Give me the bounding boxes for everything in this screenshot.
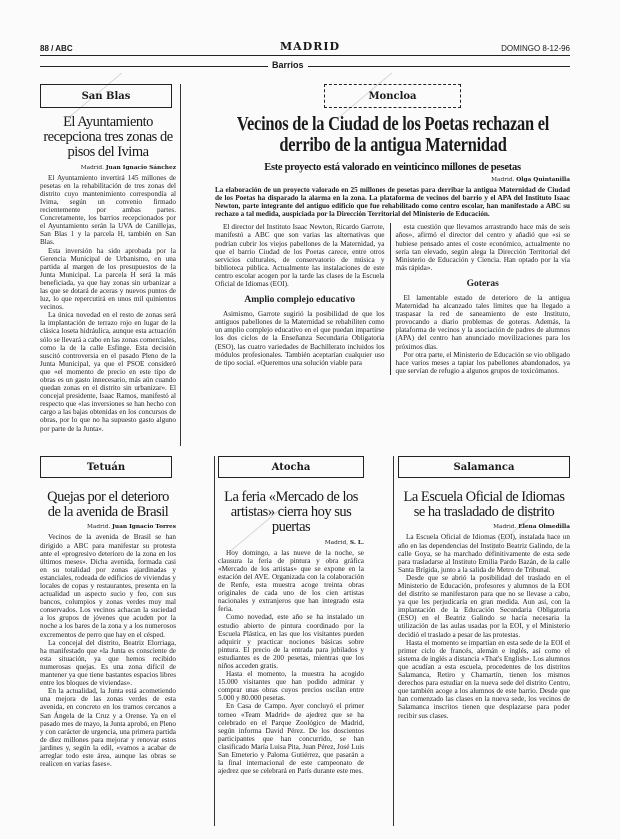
article-salamanca (398, 456, 570, 720)
district-name: San Blas (81, 90, 131, 102)
headline-salamanca: La Escuela Oficial de Idiomas se ha trasladado de distrito (403, 489, 565, 521)
article-body-atocha: Hoy domingo, a las nueve de la noche, se clausura la feria de pintura y obra gráfica «Mercado de los artistas» que se expone en la estación del AVE. Organizada con la colaboración de Renfe, esta muestra acoge treinta obras originales de cada uno de los cien artistas nacionales y extranjeros que han integrado esta feria. Como novedad, este año se ha instalado un estudio abierto de pintura coordinado por la Escuela Plástica, en las que los visitantes pueden adquirir y practicar nociones básicas sobre pintura. El precio de la entrada para jubilados y estudiantes es de 200 pesetas, mientras que los niños acceden gratis. Hasta el momento, la muestra ha acogido 15.000 visitantes que han podido admirar y comprar unas obras cuyos precios oscilan entre 5.000 y 80.000 pesetas. En Casa de Campo. Ayer concluyó el primer torneo «Team Madrid» de ajedrez que se ha celebrado en el Parque Zoológico de Madrid, según informa David Pérez. De los doscientos participantes que han concurrido, se han clasificado María Luisa Pita, Juan Pérez, José Luis San Emeterio y Paloma Gutiérrez, que pasarán a la final internacional de este campeonato de ajedrez que se celebrará en París durante este mes. (218, 548, 364, 776)
headline-san-blas: El Ayuntamiento recepciona tres zonas de pisos del Ivima (43, 114, 173, 161)
article-body-salamanca: La Escuela Oficial de Idiomas (EOI), instalada hace un año en las dependencias del Instituto Beatriz Galindo, de la calle Goya, se ha marchado definitivamente de esta sede para trasladarse al Instituto Emilia Pardo Bazán, de la calle Santa Brígida, junto a la salida de Metro de Tribunal. Desde que se abrió la posibilidad del traslado en el Ministerio de Educación, profesores y alumnos de la EOI del distrito se manifestaron para que no se llevase a cabo, ya que les perjudicaría en gran medida. Aun así, con la implantación de la Educación Secundaria Obligatoria (ESO) en el Beatriz Galindo se hacía necesaria la utilización de las aulas usadas por la EOI, y el Ministerio decidió el traslado a pesar de las protestas. Hasta el momento se impartían en esta sede de la EOI el primer ciclo de francés, alemán e inglés, así como el sistema de inglés a distancia «That's English». Los alumnos que acudían a esta escuela, procedentes de los distritos Salamanca, Retiro y Chamartín, tienen los mismos derechos para estudiar en la nueva sede del distrito Centro, que también acoge a los alumnos de este barrio. Desde que han comenzado las clases en la nueva sede, los vecinos de Salamanca inscritos tienen que desplazarse para poder recibir sus clases. (398, 533, 570, 720)
byline: Madrid. Olga Quintanilla (491, 177, 570, 184)
byline: Madrid. Juan Ignacio Torres (87, 524, 176, 531)
header-rule (40, 55, 570, 56)
district-name: Salamanca (453, 461, 515, 473)
district-name: Tetuán (86, 461, 126, 473)
article-body-tetuan: Vecinos de la avenida de Brasil se han dirigido a ABC para manifestar su protesta ante el «progresivo deterioro de la zona en los últimos meses». Dicha avenida, formada casi en su totalidad por zonas ajardinadas y estanciales, rodeada de edificios de viviendas y locales de copas y restaurantes, presenta en la actualidad un aspecto sucio y feo, con sus bancos, columpios y zonas verdes muy mal conservados. Los vecinos achacan la suciedad a los grupos de jóvenes que acuden por la noche a los bares de la zona y a los numerosos excrementos de perro que hay en el césped. La concejal del distrito, Beatriz Elorriaga, ha manifestado que «la Junta es consciente de esta situación, ya que hemos recibido numerosas quejas. Es una zona difícil de mantener ya que tiene bastantes espacios libres entre los bloques de viviendas». En la actualidad, la Junta está acometiendo una mejora de las zonas verdes de esta avenida, en concreto en los tramos cercanos a San Ángela de la Cruz y a Orense. Ya en el pasado mes de mayo, la Junta aprobó, en Pleno y con carácter de urgencia, una primera partida de diez millones para mejorar y renovar estos jardines y, según la edil, «vamos a acabar de arreglar todo este área, aunque las obras se realicen en varias fases». (40, 533, 176, 769)
headline-moncloa: Vecinos de la Ciudad de los Poetas rechazan el derribo de la antigua Maternidad (236, 113, 549, 156)
article-tetuan (40, 456, 176, 768)
article-column-2-moncloa: esta cuestión que llevamos arrastrando hace más de seis años», afirmó el director del centro y añadió que «si se hubiese pensado antes el coste económico, actualmente no sería tan elevado, según alega la Dirección Territorial del Ministerio de Educación y Ciencia. Han optado por la vía más rápida». Goteras El lamentable estado de deterioro de la antigua Maternidad ha alcanzado tales límites que ha llegado a traspasar la red de saneamiento de este Instituto, provocando a diario problemas de goteras. Además, la plataforma de vecinos y la asociación de padres de alumnos (APA) del centro han anunciado movilizaciones para los próximos días. Por otra parte, el Ministerio de Educación se vio obligado hace varios meses a tapiar los pabellones abandonados, ya que servían de refugio a algunos grupos de toxicómanos. (395, 223, 570, 375)
section-subhead: Amplio complejo educativo (244, 295, 356, 306)
issue-date: DOMINGO 8-12-96 (501, 44, 570, 53)
subsection-title: Barrios (268, 60, 308, 70)
article-atocha (218, 456, 364, 775)
headline-atocha: La feria «Mercado de los artistas» cierra hoy sus puertas (224, 489, 358, 536)
district-label-san-blas (40, 84, 172, 108)
district-label-moncloa (324, 84, 461, 108)
subheadline-moncloa: Este proyecto está valorado en veinticinco millones de pesetas (264, 162, 521, 173)
section-title: MADRID (279, 40, 341, 53)
district-label-salamanca (398, 456, 570, 478)
article-san-blas (40, 84, 176, 433)
article-moncloa-header (215, 84, 570, 375)
district-name: Atocha (271, 461, 311, 473)
article-columns-moncloa (215, 223, 570, 375)
district-label-atocha (218, 456, 364, 478)
headline-tetuan: Quejas por el deterioro de la avenida de Brasil (47, 489, 169, 521)
column-divider (390, 223, 391, 375)
district-label-tetuan (40, 456, 172, 478)
article-lead-moncloa: La elaboración de un proyecto valorado en 25 millones de pesetas para derribar la antigua Maternidad de Ciudad de los Poetas ha disparado la alarma en la zona. La plataforma de vecinos del barrio y el APA del Instituto Isaac Newton, parte integrante del antiguo edificio que fue rehabilitado como centro escolar, han manifestado a ABC su rechazo a tal medida, auspiciada por la Dirección Territorial del Ministerio de Educación. (215, 186, 570, 219)
byline: Madrid. Elena Olmedilla (493, 524, 570, 531)
byline: Madrid, S. L. (324, 539, 364, 546)
byline: Madrid. Juan Ignacio Sánchez (80, 164, 176, 171)
page-number: 88 / ABC (40, 44, 73, 53)
article-column-1-moncloa: El director del Instituto Isaac Newton, Ricardo Garrote, manifestó a ABC que son varias las alternativas que podrían cubrir los viejos pabellones de la Maternidad, ya que el barrio Ciudad de los Poetas carece, entre otros servicios culturales, de conservatorio de música y biblioteca pública. Actualmente las instalaciones de este centro escolar acogen por la tarde las clases de la Escuela Oficial de Idiomas (EOI). Amplio complejo educativo Asimismo, Garrote sugirió la posibilidad de que los antiguos pabellones de la Maternidad se rehabiliten como un amplio complejo educativo en el que puedan impartirse los dos ciclos de la Enseñanza Secundaria Obligatoria (ESO), las cuatro variedades de Bachillerato incluidos los módulos profesionales. También aceptarían cualquier uso de tipo social. «Queremos una solución viable para (215, 223, 385, 367)
section-subhead: Goteras (466, 278, 499, 289)
district-name: Moncloa (368, 90, 417, 102)
column-divider (214, 456, 215, 826)
column-divider (393, 456, 394, 826)
article-body-san-blas: El Ayuntamiento invertirá 145 millones de pesetas en la rehabilitación de tres zonas del distrito cuyo mantenimiento correspondía al Ivima, según un convenio firmado recientemente por ambas partes. Concretamente, los barrios recepcionados por el Ayuntamiento serán la UVA de Canillejas, San Blas 1 y la parcela H, también en San Blas. Esta inversión ha sido aprobada por la Gerencia Municipal de Urbanismo, en una partida al margen de los presupuestos de la Junta Municipal. La parcela H será la más beneficiada, ya que hay zonas sin urbanizar a las que se dotará de aceras y nuevos puntos de luz, lo que repercutirá en unos mil quinientos vecinos. La única novedad en el resto de zonas será la implantación de terrazo rojo en lugar de la clásica loseta hidráulica, aunque esta actuación sólo se llevará a cabo en las zonas comerciales, como la de la calle Esfinge. Esta decisión suscitó controversia en el pasado Pleno de la Junta Municipal, ya que el PSOE consideró que «el momento de precio en este tipo de obras es un gasto innecesario, más aún cuando quedan zonas en el distrito sin urbanizar». El concejal presidente, Isaac Ramos, manifestó al respecto que «las inversiones se han hecho con cargo a las bajas obtenidas en los concursos de obras, por lo que no ha supuesto gasto alguno por parte de la Junta». (40, 173, 176, 433)
